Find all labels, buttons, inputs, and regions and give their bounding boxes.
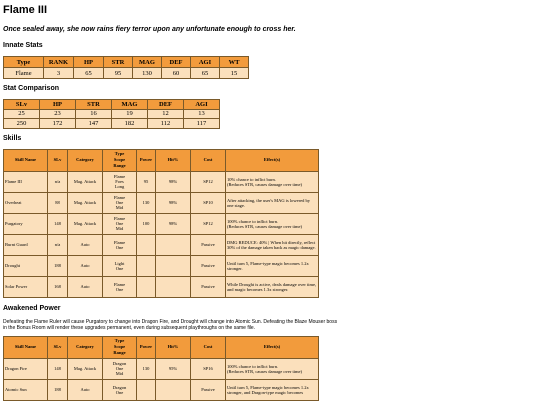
skill-cell: While Drought is active, deals damage over time, and magic becomes 1.3x stronger. bbox=[226, 276, 319, 297]
skill-row bbox=[4, 171, 319, 192]
skills-header-cell: Type Scope Range bbox=[103, 149, 137, 171]
awakened-heading: Awakened Power bbox=[3, 304, 61, 312]
skill-cell bbox=[156, 255, 191, 276]
skill-cell: Overheat bbox=[4, 192, 48, 213]
innate-header-row bbox=[4, 57, 249, 68]
awakened-skill-cell: 95% bbox=[156, 358, 191, 379]
innate-cell: Flame bbox=[4, 68, 44, 79]
skill-cell bbox=[156, 234, 191, 255]
tagline: Once sealed away, she now rains fiery terror upon any unfortunate enough to cross her. bbox=[3, 26, 296, 33]
skill-cell: 98% bbox=[156, 213, 191, 234]
skill-cell: SP10 bbox=[191, 192, 226, 213]
skill-cell: DMG REDUCE: 40% | When hit directly, reflect 30% of the damage taken back as magic damage. bbox=[226, 234, 319, 255]
skill-row bbox=[4, 276, 319, 297]
awakened-header-cell: Cost bbox=[191, 336, 226, 358]
awakened-header-cell: Category bbox=[68, 336, 103, 358]
skill-cell: 100 bbox=[137, 213, 156, 234]
awakened-skill-cell: Dragon One bbox=[103, 379, 137, 400]
innate-cell: 3 bbox=[44, 68, 74, 79]
comparison-cell: 13 bbox=[184, 109, 220, 119]
skill-cell: 98% bbox=[156, 171, 191, 192]
innate-row bbox=[4, 68, 249, 79]
innate-cell: 15 bbox=[220, 68, 249, 79]
innate-cell: 65 bbox=[191, 68, 220, 79]
skill-row bbox=[4, 213, 319, 234]
skill-cell: Mag. Attack bbox=[68, 192, 103, 213]
comparison-header-cell: MAG bbox=[112, 100, 148, 110]
skill-cell: Flame One bbox=[103, 234, 137, 255]
comparison-row bbox=[4, 119, 220, 129]
awakened-skills-table bbox=[3, 336, 319, 401]
skill-cell: SP12 bbox=[191, 171, 226, 192]
skill-cell: Solar Power bbox=[4, 276, 48, 297]
awakened-skill-cell: Dragon One Mid bbox=[103, 358, 137, 379]
skill-cell: Passive bbox=[191, 255, 226, 276]
comparison-row bbox=[4, 109, 220, 119]
comparison-heading: Stat Comparison bbox=[3, 85, 60, 92]
page-title: Flame III bbox=[3, 4, 48, 16]
innate-header-cell: RANK bbox=[44, 57, 74, 68]
skill-cell: 188 bbox=[48, 255, 68, 276]
skill-cell: Mag. Attack bbox=[68, 213, 103, 234]
awakened-header-cell: Power bbox=[137, 336, 156, 358]
page bbox=[3, 4, 537, 401]
comparison-cell: 250 bbox=[4, 119, 40, 129]
comparison-header-cell: STR bbox=[76, 100, 112, 110]
skill-cell: 95 bbox=[137, 171, 156, 192]
skills-header-cell: SLv bbox=[48, 149, 68, 171]
awakened-skill-cell: 130 bbox=[137, 358, 156, 379]
innate-cell: 60 bbox=[162, 68, 191, 79]
comparison-cell: 182 bbox=[112, 119, 148, 129]
skill-cell: Passive bbox=[191, 276, 226, 297]
comparison-cell: 172 bbox=[40, 119, 76, 129]
comparison-cell: 12 bbox=[148, 109, 184, 119]
comparison-cell: 147 bbox=[76, 119, 112, 129]
skills-header-row bbox=[4, 149, 319, 171]
skills-header-cell: Hit% bbox=[156, 149, 191, 171]
skills-table bbox=[3, 149, 319, 298]
skill-row bbox=[4, 234, 319, 255]
innate-header-cell: STR bbox=[104, 57, 133, 68]
awakened-header-cell: Effect(s) bbox=[226, 336, 319, 358]
innate-heading: Innate Stats bbox=[3, 42, 43, 49]
awakened-header-cell: Skill Name bbox=[4, 336, 48, 358]
comparison-cell: 112 bbox=[148, 119, 184, 129]
awakened-skill-cell: SP16 bbox=[191, 358, 226, 379]
skill-cell: n/a bbox=[48, 171, 68, 192]
stat-comparison-table bbox=[3, 99, 220, 129]
awakened-header-row bbox=[4, 336, 319, 358]
skill-cell: Light One bbox=[103, 255, 137, 276]
skill-cell: Passive bbox=[191, 234, 226, 255]
innate-header-cell: WT bbox=[220, 57, 249, 68]
innate-cell: 130 bbox=[133, 68, 162, 79]
innate-header-cell: MAG bbox=[133, 57, 162, 68]
skill-cell: 88 bbox=[48, 192, 68, 213]
innate-cell: 95 bbox=[104, 68, 133, 79]
skill-cell: Auto bbox=[68, 255, 103, 276]
comparison-cell: 25 bbox=[4, 109, 40, 119]
awakened-skill-row bbox=[4, 379, 319, 400]
awakened-header-cell: Type Scope Range bbox=[103, 336, 137, 358]
skill-cell: Burnt Guard bbox=[4, 234, 48, 255]
awakened-skill-cell bbox=[137, 379, 156, 400]
skill-cell bbox=[137, 255, 156, 276]
skill-cell: Until turn 5, Flame-type magic becomes 1.2x stronger. bbox=[226, 255, 319, 276]
awakened-skill-cell: Until turn 5, Flame-type magic becomes 1.2x stronger, and Dragon-type magic becomes bbox=[226, 379, 319, 400]
awakened-skill-cell: 148 bbox=[48, 358, 68, 379]
innate-header-cell: HP bbox=[74, 57, 104, 68]
awakened-skill-cell: Dragon Fire bbox=[4, 358, 48, 379]
skill-cell: Auto bbox=[68, 276, 103, 297]
comparison-header-cell: DEF bbox=[148, 100, 184, 110]
skill-cell: 10% chance to inflict burn. (Reduces STR, causes damage over time) bbox=[226, 171, 319, 192]
skill-cell: n/a bbox=[48, 234, 68, 255]
skills-header-cell: Category bbox=[68, 149, 103, 171]
skill-cell: Drought bbox=[4, 255, 48, 276]
awakened-header-cell: Hit% bbox=[156, 336, 191, 358]
comparison-header-row bbox=[4, 100, 220, 110]
comparison-cell: 23 bbox=[40, 109, 76, 119]
skills-header-cell: Cost bbox=[191, 149, 226, 171]
skill-cell: 98% bbox=[156, 192, 191, 213]
innate-header-cell: AGI bbox=[191, 57, 220, 68]
skill-cell bbox=[137, 234, 156, 255]
awakened-skill-row bbox=[4, 358, 319, 379]
skill-cell: Auto bbox=[68, 234, 103, 255]
skill-cell: Flame One Mid bbox=[103, 192, 137, 213]
skill-row bbox=[4, 255, 319, 276]
skill-cell: 130 bbox=[137, 192, 156, 213]
skills-header-cell: Effect(s) bbox=[226, 149, 319, 171]
awakened-skill-cell: Passive bbox=[191, 379, 226, 400]
awakened-skill-cell: Auto bbox=[68, 379, 103, 400]
skills-header-cell: Skill Name bbox=[4, 149, 48, 171]
skill-cell: 168 bbox=[48, 276, 68, 297]
awakened-skill-cell: Atomic Sun bbox=[4, 379, 48, 400]
skill-cell: SP12 bbox=[191, 213, 226, 234]
awakened-description: Defeating the Flame Ruler will cause Purgatory to change into Dragon Fire, and Drought will change into Atomic Sun. Defeating the Blaze Mouser boss in the Bonus Room will render these upgrades permanent, even during subsequent playthroughs on the same file. bbox=[3, 318, 338, 331]
awakened-skill-cell bbox=[156, 379, 191, 400]
comparison-header-cell: SLv bbox=[4, 100, 40, 110]
skill-cell: Flame Foes Long bbox=[103, 171, 137, 192]
skill-cell: Mag. Attack bbox=[68, 171, 103, 192]
skill-cell bbox=[137, 276, 156, 297]
skill-cell: After attacking, the user's MAG is lowered by one stage. bbox=[226, 192, 319, 213]
skills-heading: Skills bbox=[3, 134, 22, 142]
innate-header-cell: Type bbox=[4, 57, 44, 68]
skills-header-cell: Power bbox=[137, 149, 156, 171]
skill-row bbox=[4, 192, 319, 213]
comparison-header-cell: HP bbox=[40, 100, 76, 110]
comparison-cell: 19 bbox=[112, 109, 148, 119]
innate-header-cell: DEF bbox=[162, 57, 191, 68]
awakened-skill-cell: 100% chance to inflict burn. (Reduces STR, causes damage over time) bbox=[226, 358, 319, 379]
skill-cell: 148 bbox=[48, 213, 68, 234]
skill-cell: 100% chance to inflict burn. (Reduces STR, causes damage over time) bbox=[226, 213, 319, 234]
skill-cell: Flame One Mid bbox=[103, 213, 137, 234]
awakened-skill-cell: 188 bbox=[48, 379, 68, 400]
comparison-cell: 16 bbox=[76, 109, 112, 119]
skill-cell: Purgatory bbox=[4, 213, 48, 234]
skill-cell: Flame III bbox=[4, 171, 48, 192]
innate-cell: 65 bbox=[74, 68, 104, 79]
skill-cell: Flame One bbox=[103, 276, 137, 297]
awakened-skill-cell: Mag. Attack bbox=[68, 358, 103, 379]
comparison-cell: 117 bbox=[184, 119, 220, 129]
awakened-header-cell: SLv bbox=[48, 336, 68, 358]
skill-cell bbox=[156, 276, 191, 297]
comparison-header-cell: AGI bbox=[184, 100, 220, 110]
innate-stats-table bbox=[3, 56, 249, 79]
